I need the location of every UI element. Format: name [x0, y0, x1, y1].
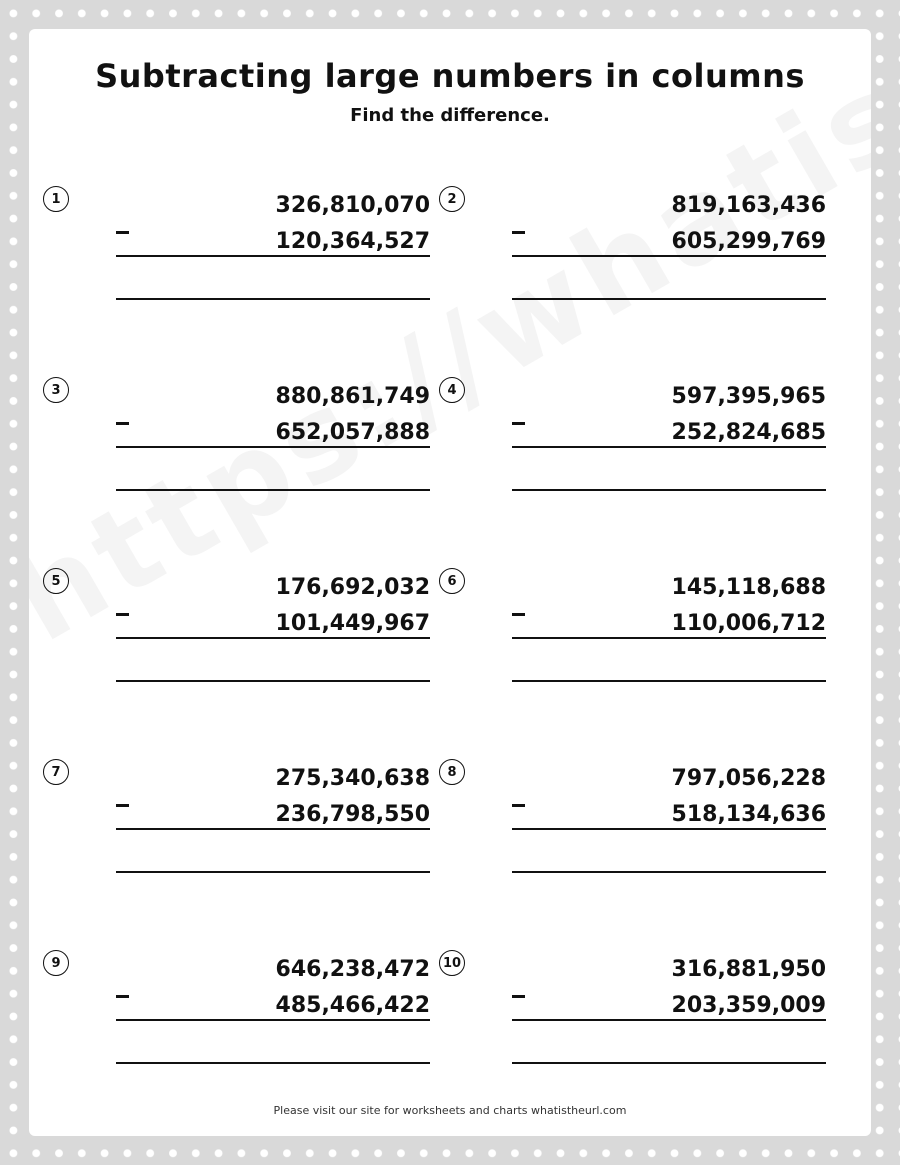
- sum-line: [116, 637, 430, 639]
- minus-sign-icon: [116, 804, 129, 807]
- answer-line[interactable]: [116, 1062, 430, 1064]
- subtraction-problem: [447, 573, 826, 707]
- minuend-value: 797,056,228: [671, 766, 826, 791]
- minus-sign-icon: [116, 613, 129, 616]
- subtraction-problem: [447, 191, 826, 325]
- minuend-value: 646,238,472: [275, 957, 430, 982]
- minus-sign-icon: [512, 804, 525, 807]
- sum-line: [512, 255, 826, 257]
- minus-sign-icon: [512, 422, 525, 425]
- answer-line[interactable]: [512, 680, 826, 682]
- problem-number: 2: [439, 186, 465, 212]
- footer-text: Please visit our site for worksheets and charts whatistheurl.com: [273, 1104, 627, 1117]
- page-title: Subtracting large numbers in columns: [95, 57, 805, 95]
- problem-number: 7: [43, 759, 69, 785]
- minus-sign-icon: [116, 995, 129, 998]
- problem-number: 1: [43, 186, 69, 212]
- subtraction-problem: [442, 955, 826, 1089]
- minuend-value: 880,861,749: [275, 384, 430, 409]
- subtrahend-value: 252,824,685: [671, 420, 826, 445]
- subtrahend-value: 110,006,712: [671, 611, 826, 636]
- sum-line: [512, 1019, 826, 1021]
- sum-line: [116, 446, 430, 448]
- subtraction-problem: [447, 382, 826, 516]
- problem-number: 10: [439, 950, 465, 976]
- minuend-value: 326,810,070: [275, 193, 430, 218]
- sum-line: [512, 446, 826, 448]
- subtraction-problem: [51, 573, 430, 707]
- minus-sign-icon: [116, 422, 129, 425]
- subtraction-problem: [51, 764, 430, 898]
- answer-line[interactable]: [116, 680, 430, 682]
- instructions: Find the difference.: [350, 105, 550, 126]
- subtraction-problem: [51, 382, 430, 516]
- minuend-value: 145,118,688: [671, 575, 826, 600]
- answer-line[interactable]: [512, 489, 826, 491]
- minus-sign-icon: [512, 231, 525, 234]
- subtraction-problem: [51, 955, 430, 1089]
- answer-line[interactable]: [116, 298, 430, 300]
- sum-line: [116, 255, 430, 257]
- subtrahend-value: 518,134,636: [671, 802, 826, 827]
- problem-number: 4: [439, 377, 465, 403]
- minuend-value: 275,340,638: [275, 766, 430, 791]
- subtrahend-value: 203,359,009: [671, 993, 826, 1018]
- answer-line[interactable]: [512, 1062, 826, 1064]
- answer-line[interactable]: [116, 489, 430, 491]
- sum-line: [512, 828, 826, 830]
- problem-number: 9: [43, 950, 69, 976]
- subtrahend-value: 120,364,527: [275, 229, 430, 254]
- answer-line[interactable]: [512, 298, 826, 300]
- sum-line: [512, 637, 826, 639]
- minuend-value: 819,163,436: [671, 193, 826, 218]
- subtrahend-value: 605,299,769: [671, 229, 826, 254]
- sum-line: [116, 828, 430, 830]
- minus-sign-icon: [116, 231, 129, 234]
- minus-sign-icon: [512, 613, 525, 616]
- sum-line: [116, 1019, 430, 1021]
- problem-number: 6: [439, 568, 465, 594]
- subtrahend-value: 101,449,967: [275, 611, 430, 636]
- minuend-value: 597,395,965: [671, 384, 826, 409]
- answer-line[interactable]: [512, 871, 826, 873]
- subtrahend-value: 652,057,888: [275, 420, 430, 445]
- subtrahend-value: 236,798,550: [275, 802, 430, 827]
- minuend-value: 316,881,950: [671, 957, 826, 982]
- worksheet-page: [29, 29, 871, 1136]
- subtraction-problem: [447, 764, 826, 898]
- problem-number: 5: [43, 568, 69, 594]
- problem-number: 8: [439, 759, 465, 785]
- minus-sign-icon: [512, 995, 525, 998]
- answer-line[interactable]: [116, 871, 430, 873]
- problem-number: 3: [43, 377, 69, 403]
- subtrahend-value: 485,466,422: [275, 993, 430, 1018]
- minuend-value: 176,692,032: [275, 575, 430, 600]
- subtraction-problem: [51, 191, 430, 325]
